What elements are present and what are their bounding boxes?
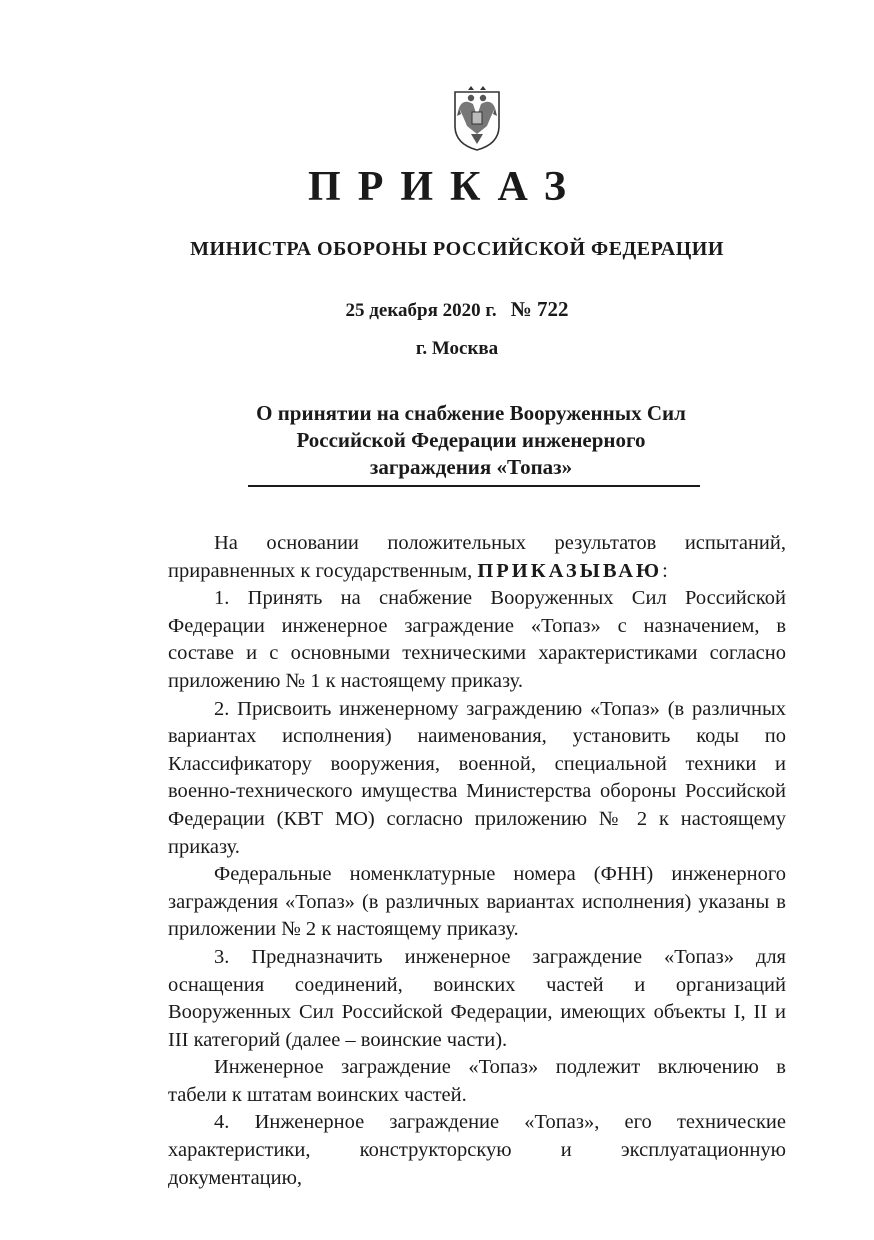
intro-text: На основании положительных результатов испытаний, приравненных к государственным,	[168, 532, 786, 582]
paragraph-fnn: Федеральные номенклатурные номера (ФНН) инженерного заграждения «Топаз» (в различных вариантах исполнения) указаны в приложении № 2 к настоящему приказу.	[168, 863, 786, 941]
command-word: ПРИКАЗЫВАЮ	[477, 559, 663, 582]
order-subject	[240, 400, 702, 481]
order-number: № 722	[510, 297, 569, 321]
order-body	[168, 530, 786, 1192]
coat-of-arms-emblem-icon	[451, 86, 503, 152]
subject-line: заграждения «Топаз»	[369, 455, 573, 479]
document-title: ПРИКАЗ	[308, 164, 583, 210]
paragraph-1: 1. Принять на снабжение Вооруженных Сил Российской Федерации инженерное заграждение «Топаз» с назначением, в составе и с основными техническими характеристиками согласно приложению № 1 к настоящему приказу.	[168, 587, 786, 692]
paragraph-4: 4. Инженерное заграждение «Топаз», его технические характеристики, конструкторскую и эксплуатационную документацию,	[168, 1111, 786, 1189]
subject-underline	[248, 485, 700, 487]
paragraph-tables: Инженерное заграждение «Топаз» подлежит включению в табели к штатам воинских частей.	[168, 1056, 786, 1106]
intro-paragraph	[168, 530, 786, 585]
paragraph-2: 2. Присвоить инженерному заграждению «Топаз» (в различных вариантах исполнения) наименования, установить коды по Классификатору вооружения, военной, специальной техники и военно-технического имущества Министерства обороны Российской Федерации (КВТ МО) согласно приложению № 2 к настоящему приказу.	[168, 697, 786, 858]
order-date: 25 декабря 2020 г.	[345, 300, 497, 321]
subject-line: Российской Федерации инженерного	[296, 428, 646, 452]
subject-line: О принятии на снабжение Вооруженных Сил	[256, 401, 686, 425]
command-colon: :	[662, 559, 668, 582]
ministry-heading: МИНИСТРА ОБОРОНЫ РОССИЙСКОЙ ФЕДЕРАЦИИ	[190, 238, 724, 260]
city-line: г. Москва	[415, 338, 499, 359]
date-number-line	[0, 297, 874, 322]
paragraph-3: 3. Предназначить инженерное заграждение «Топаз» для оснащения соединений, воинских частей и организаций Вооруженных Сил Российской Федерации, имеющих объекты I, II и III категорий (далее – воинские части).	[168, 945, 786, 1051]
